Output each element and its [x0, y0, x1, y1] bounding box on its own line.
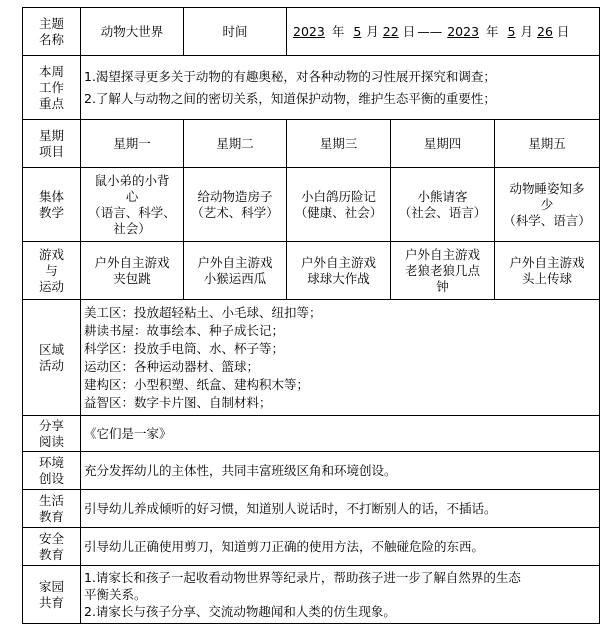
day-thursday: 星期四	[391, 120, 495, 168]
areas-label: 区域 活动	[23, 300, 81, 416]
teaching-monday: 鼠小弟的小背 心 （语言、科学、 社会）	[81, 168, 184, 242]
teaching-friday: 动物睡姿知多 少 （科学、语言）	[495, 168, 600, 242]
home-item: 平衡关系。	[84, 587, 147, 602]
week-row	[23, 120, 600, 168]
day-tuesday: 星期二	[184, 120, 287, 168]
environment-content: 充分发挥幼儿的主体性，共同丰富班级区角和环境创设。	[81, 452, 600, 490]
area-item: 建构区：小型积塑、纸盒、建构积木等；	[84, 376, 310, 392]
week-label: 星期 项目	[23, 120, 81, 168]
safety-label: 安全 教育	[23, 528, 81, 566]
safety-row	[23, 528, 600, 566]
home-item: 1.请家长和孩子一起收看动物世界等纪录片，帮助孩子进一步了解自然界的生态	[84, 570, 521, 585]
day-friday: 星期五	[495, 120, 600, 168]
areas-content	[81, 300, 600, 416]
game-monday: 户外自主游戏 夹包跳	[81, 242, 184, 300]
life-row	[23, 490, 600, 528]
area-item: 耕读书屋：故事绘本、种子成长记；	[84, 322, 285, 338]
theme-value: 动物大世界	[81, 8, 184, 56]
environment-label: 环境 创设	[23, 452, 81, 490]
start-year: 2023	[293, 23, 325, 39]
sharing-row	[23, 416, 600, 452]
focus-content	[81, 56, 600, 120]
teaching-thursday: 小熊请客 （社会、语言）	[391, 168, 495, 242]
day-monday: 星期一	[81, 120, 184, 168]
area-item: 益智区：数字卡片图、自制材料；	[84, 394, 272, 410]
group-teaching-label: 集体 教学	[23, 168, 81, 242]
home-label: 家园 共育	[23, 566, 81, 624]
areas-row	[23, 300, 600, 416]
home-row	[23, 566, 600, 624]
safety-content: 引导幼儿正确使用剪刀，知道剪刀正确的使用方法，不触碰危险的东西。	[81, 528, 600, 566]
end-month: 5	[507, 23, 516, 39]
home-content	[81, 566, 600, 624]
life-content: 引导幼儿养成倾听的好习惯，知道别人说话时，不打断别人的话，不插话。	[81, 490, 600, 528]
header-row	[23, 8, 600, 56]
games-label: 游戏 与 运动	[23, 242, 81, 300]
environment-row	[23, 452, 600, 490]
focus-item: 1.渴望探寻更多关于动物的有趣奥秘，对各种动物的习性展开探究和调查；	[84, 68, 496, 84]
teaching-tuesday: 给动物造房子 （艺术、科学）	[184, 168, 287, 242]
focus-label: 本周 工作 重点	[23, 56, 81, 120]
focus-item: 2.了解人与动物之间的密切关系，知道保护动物，维护生态平衡的重要性；	[84, 90, 496, 106]
weekly-plan-table	[22, 7, 600, 624]
area-item: 科学区：投放手电筒、水、杯子等；	[84, 340, 285, 356]
date-range: 2023 年 5 月 22 日 —— 2023 年 5 月 26 日	[287, 8, 600, 56]
sharing-content: 《它们是一家》	[81, 416, 600, 452]
teaching-wednesday: 小白鸽历险记 （健康、社会）	[287, 168, 391, 242]
day-wednesday: 星期三	[287, 120, 391, 168]
game-wednesday: 户外自主游戏 球球大作战	[287, 242, 391, 300]
game-friday: 户外自主游戏 头上传球	[495, 242, 600, 300]
start-day: 22	[382, 23, 399, 39]
game-tuesday: 户外自主游戏 小猴运西瓜	[184, 242, 287, 300]
area-item: 运动区：各种运动器材、篮球；	[84, 358, 260, 374]
area-item: 美工区：投放超轻粘土、小毛球、纽扣等；	[84, 304, 322, 320]
group-teaching-row	[23, 168, 600, 242]
focus-row	[23, 56, 600, 120]
theme-label: 主题 名称	[23, 8, 81, 56]
games-row	[23, 242, 600, 300]
end-day: 26	[537, 23, 553, 39]
home-item: 2.请家长与孩子分享、交流动物趣闻和人类的仿生现象。	[84, 604, 396, 619]
time-label: 时间	[184, 8, 287, 56]
life-label: 生活 教育	[23, 490, 81, 528]
end-year: 2023	[447, 23, 480, 39]
game-thursday: 户外自主游戏 老狼老狼几点 钟	[391, 242, 495, 300]
sharing-label: 分享 阅读	[23, 416, 81, 452]
start-month: 5	[353, 23, 362, 39]
